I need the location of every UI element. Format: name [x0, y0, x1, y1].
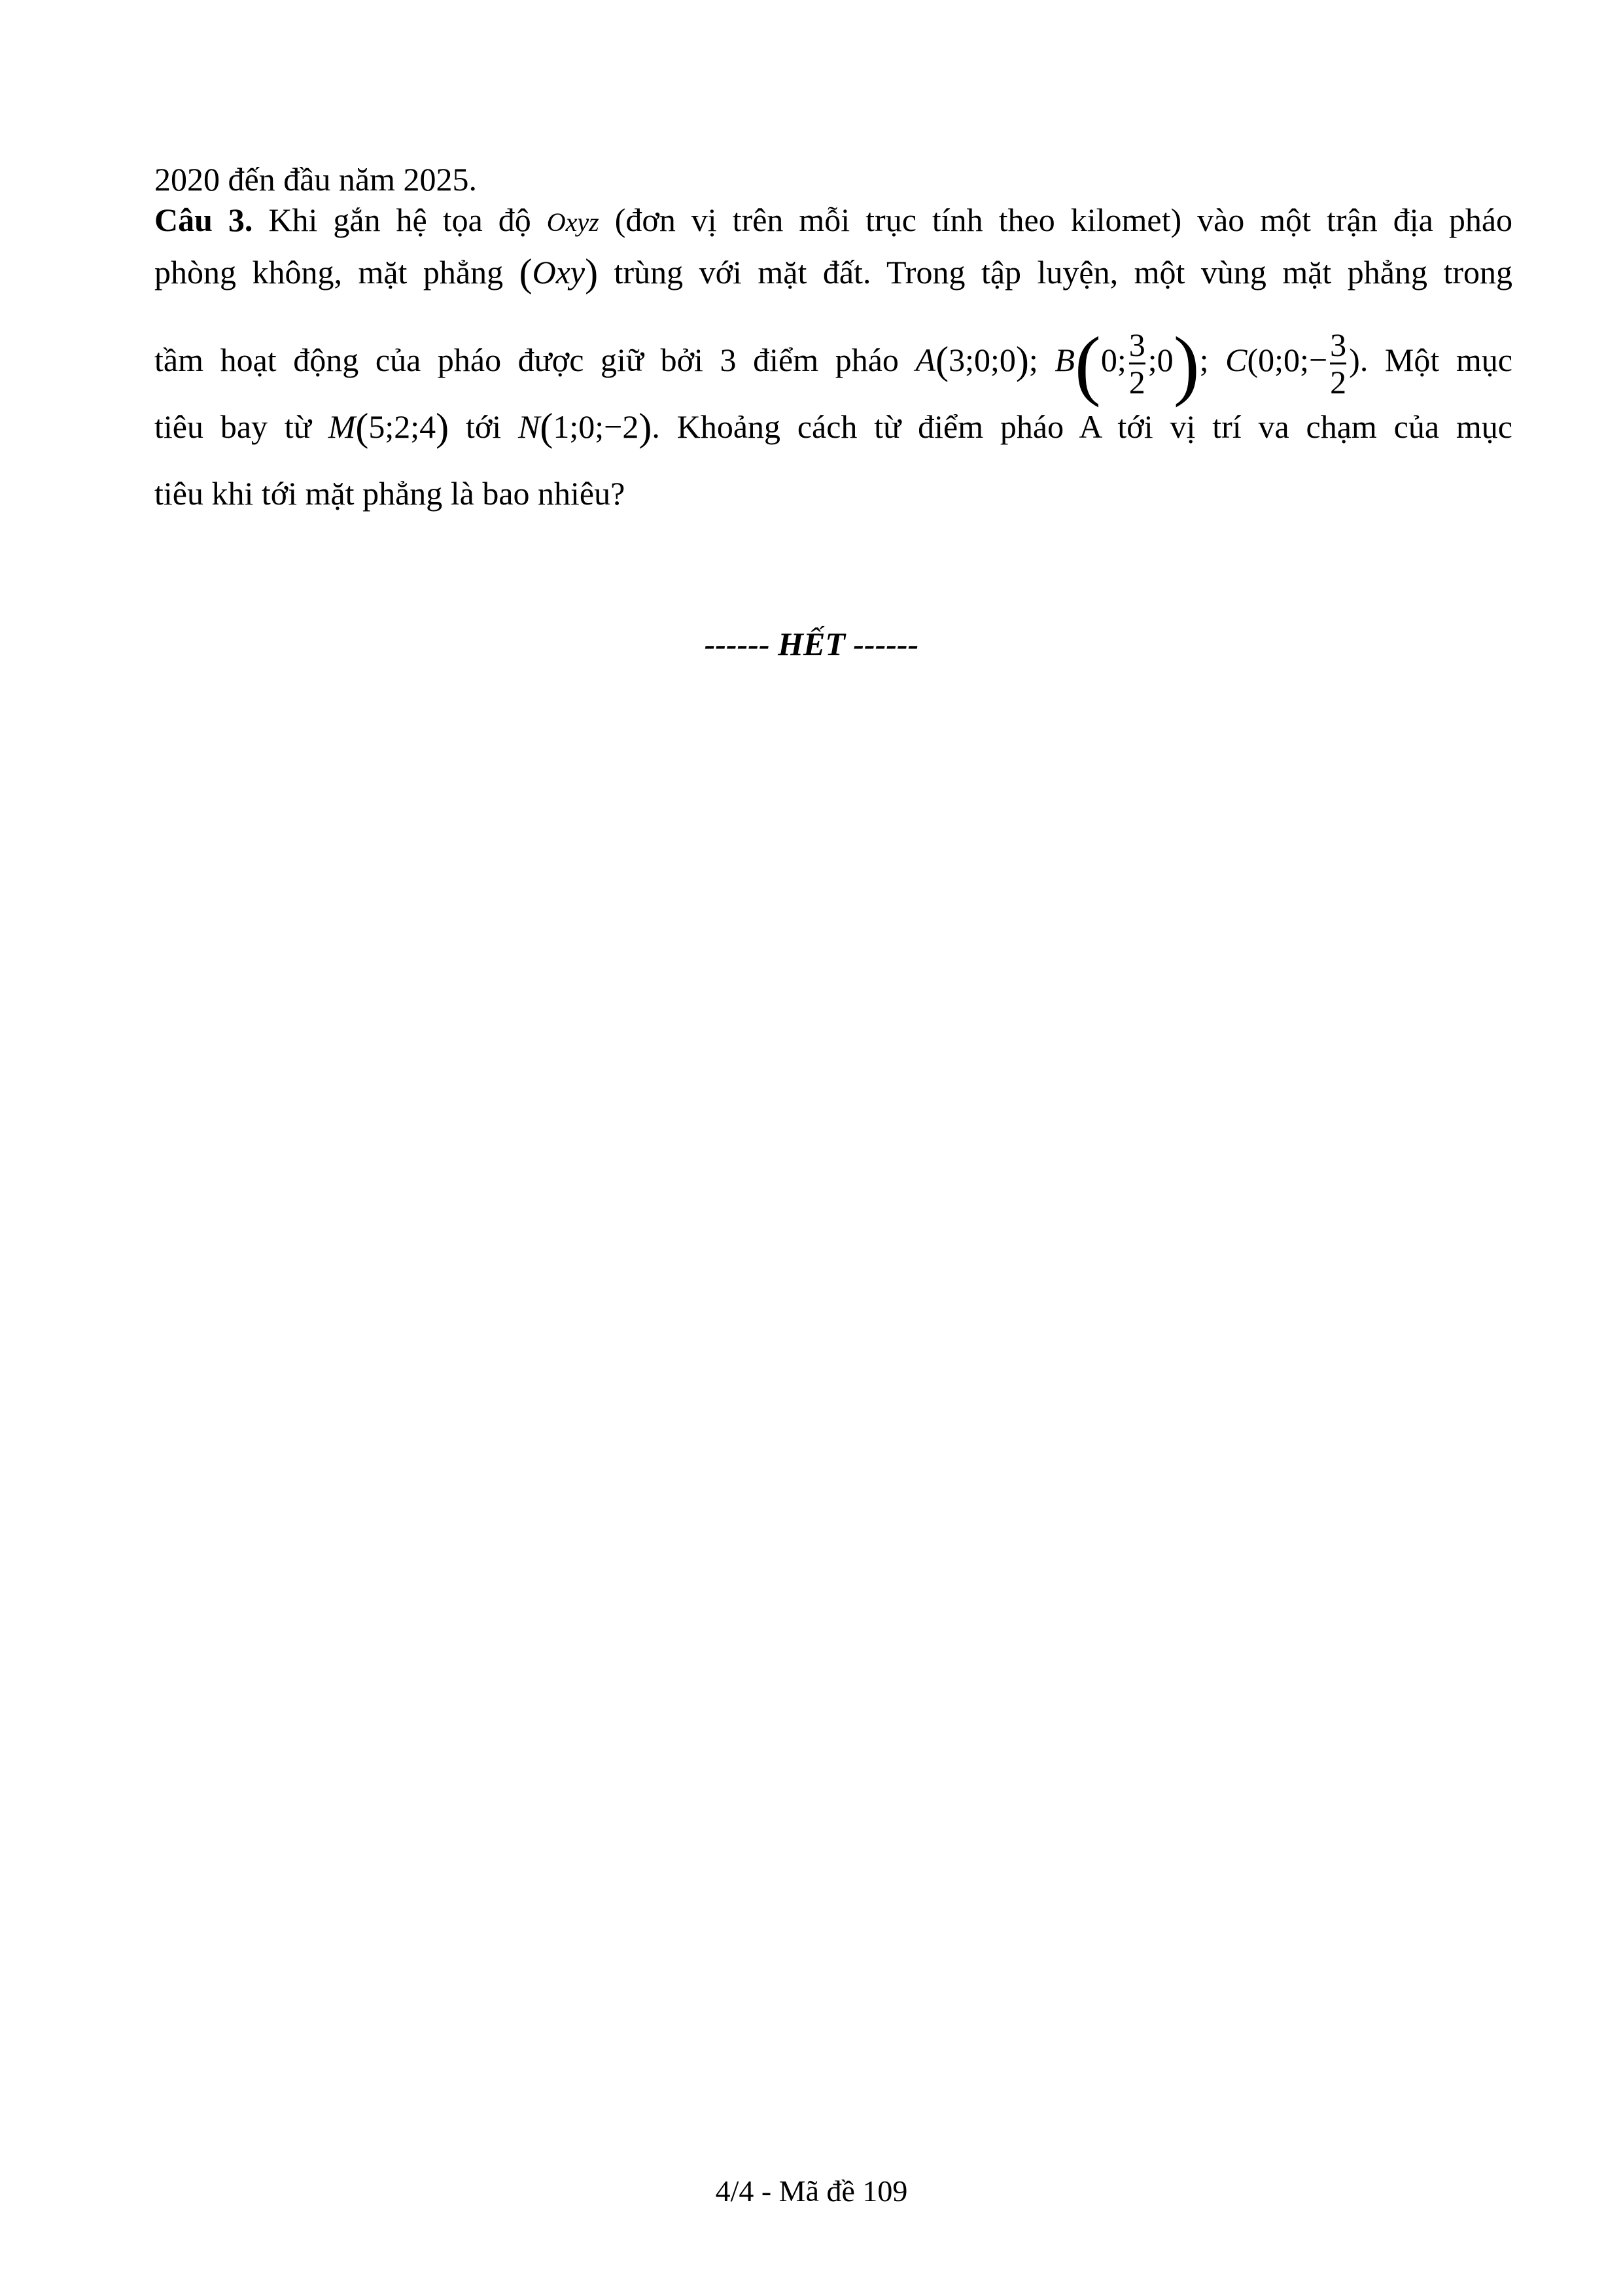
point-a: A(3;0;0) [915, 338, 1029, 382]
point-m: M(5;2;4) [328, 406, 449, 449]
fraction-b: $\frac{3}{2}$ [1128, 327, 1145, 400]
coordinate-system: Oxyz [546, 207, 599, 237]
fraction-c: $\frac{3}{2}$ [1330, 327, 1347, 400]
continuation-text: 2020 đến đầu năm 2025. [154, 161, 477, 198]
page-footer: 4/4 - Mã đề 109 [715, 2174, 908, 2208]
point-c: C(0;0;− $\frac{3}{2}$ ) [1225, 327, 1360, 400]
question-line-2: phòng không, mặt phẳng (Oxy) trùng với mặt đất. Trong tập luyện, một vùng mặt phẳng trong [154, 251, 1512, 294]
question-label: Câu 3. [154, 202, 253, 238]
point-n: N(1;0;−2) [518, 406, 652, 449]
end-marker: ------ HẾT ------ [704, 626, 919, 662]
point-b: B(0; $\frac{3}{2}$ ;0) [1055, 320, 1200, 408]
plane-name: Oxy [532, 254, 585, 291]
question-line-3: tầm hoạt động của pháo được giữ bởi 3 điểm pháo A(3;0;0); B(0; $\frac{3}{2}$ ;0); C(0;0;− $\frac{3}{2}$ ). Một mục [154, 320, 1512, 408]
question-line-5: tiêu khi tới mặt phẳng là bao nhiêu? [154, 475, 625, 512]
question-line-4: tiêu bay từ M(5;2;4) tới N(1;0;−2). Khoảng cách từ điểm pháo A tới vị trí va chạm của mục [154, 406, 1512, 449]
question-line-1: Câu 3. Khi gắn hệ tọa độ Oxyz (đơn vị trên mỗi trục tính theo kilomet) vào một trận địa pháo [154, 202, 1513, 238]
